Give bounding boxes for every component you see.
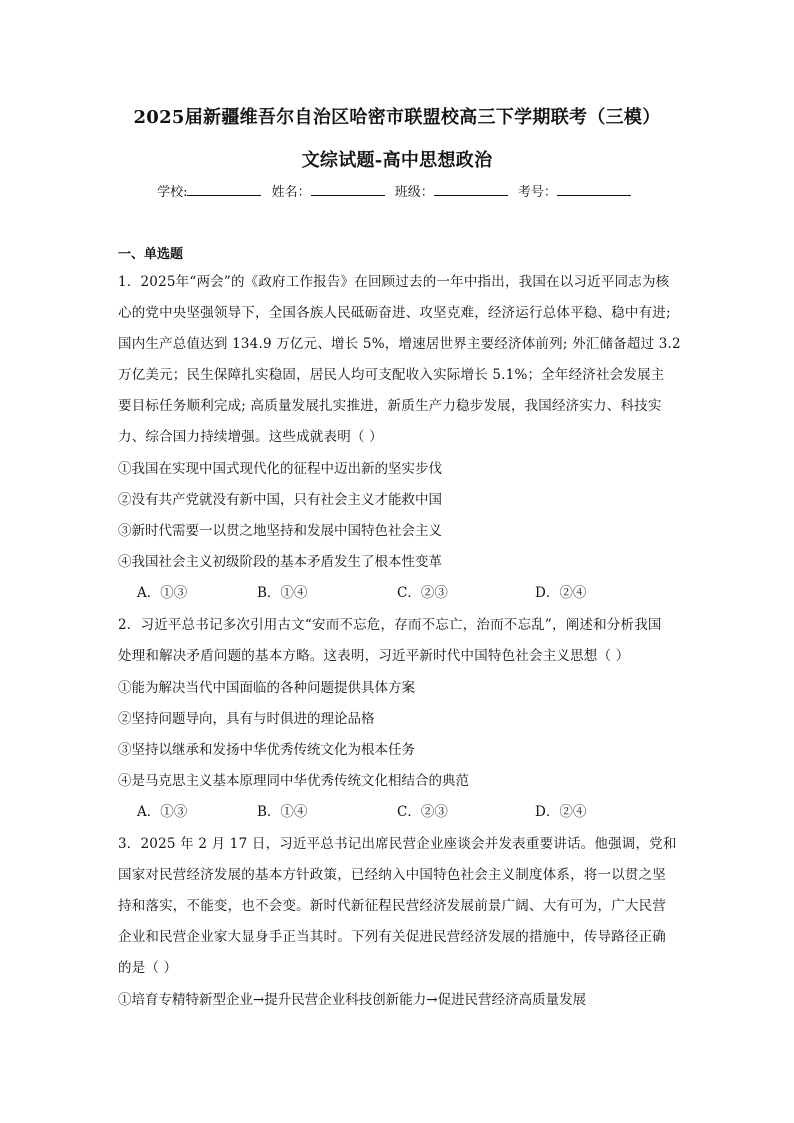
choice-c[interactable]: C．②③ (397, 804, 448, 820)
choice-b[interactable]: B．①④ (257, 804, 308, 820)
class-blank[interactable] (434, 183, 508, 196)
school-blank[interactable] (187, 183, 261, 196)
option-statement: ④是马克思主义基本原理同中华优秀传统文化相结合的典范 (118, 773, 469, 789)
choice-a[interactable]: A．①③ (137, 804, 188, 820)
question-text-line: 3．2025 年 2 月 17 日，习近平总书记出席民营企业座谈会并发表重要讲话。他强调，党和 (118, 836, 677, 852)
choice-b[interactable]: B．①④ (257, 585, 308, 601)
choice-a[interactable]: A．①③ (137, 585, 188, 601)
option-statement: ②坚持问题导向，具有与时俱进的理论品格 (118, 711, 375, 727)
question-text-line: 处理和解决矛盾问题的基本方略。这表明，习近平新时代中国特色社会主义思想（ ） (118, 648, 630, 664)
name-blank[interactable] (311, 183, 385, 196)
exam-subtitle: 文综试题-高中思想政治 (301, 150, 493, 171)
student-info-row (0, 181, 794, 200)
choice-c[interactable]: C．②③ (397, 585, 448, 601)
option-statement: ③坚持以继承和发扬中华优秀传统文化为根本任务 (118, 742, 415, 758)
question-text-line: 心的党中央坚强领导下，全国各族人民砥砺奋进、攻坚克难，经济运行总体平稳、稳中有进; (118, 305, 671, 321)
class-label: 班级： (394, 185, 434, 200)
question-text-line: 持和落实，不能变，也不会变。新时代新征程民营经济发展前景广阔、大有可为，广大民营 (118, 898, 666, 914)
question-text-line: 要目标任务顺利完成; 高质量发展扎实推进，新质生产力稳步发展，我国经济实力、科技实 (118, 398, 662, 414)
option-statement: ④我国社会主义初级阶段的基本矛盾发生了根本性变革 (118, 554, 442, 570)
exam-no-label: 考号： (517, 185, 557, 200)
choice-d[interactable]: D．②④ (535, 804, 587, 820)
option-statement: ①能为解决当代中国面临的各种问题提供具体方案 (118, 680, 415, 696)
section-heading: 一、单选题 (118, 247, 184, 262)
choice-d[interactable]: D．②④ (535, 585, 587, 601)
option-statement: ①我国在实现中国式现代化的征程中迈出新的坚实步伐 (118, 461, 442, 477)
option-statement: ②没有共产党就没有新中国，只有社会主义才能救中国 (118, 492, 442, 508)
question-text-line: 国内生产总值达到 134.9 万亿元、增长 5%，增速居世界主要经济体前列; 外汇储备超过 3.2 (118, 336, 681, 352)
option-statement: ①培育专精特新型企业→提升民营企业科技创新能力→促进民营经济高质量发展 (118, 992, 587, 1008)
question-text-line: 2．习近平总书记多次引用古文“安而不忘危，存而不忘亡，治而不忘乱”，阐述和分析我国 (118, 617, 662, 633)
option-statement: ③新时代需要一以贯之地坚持和发展中国特色社会主义 (118, 523, 442, 539)
question-text-line: 力、综合国力持续增强。这些成就表明（ ） (118, 429, 383, 445)
exam-no-blank[interactable] (557, 183, 631, 196)
question-text-line: 国家对民营经济发展的基本方针政策，已经纳入中国特色社会主义制度体系，将一以贯之坚 (118, 867, 666, 883)
name-label: 姓名： (271, 185, 311, 200)
question-text-line: 万亿美元；民生保障扎实稳固，居民人均可支配收入实际增长 5.1%；全年经济社会发展主 (118, 367, 665, 383)
question-text-line: 企业和民营企业家大显身手正当其时。下列有关促进民营经济发展的措施中，传导路径正确 (118, 929, 666, 945)
school-label: 学校: (157, 185, 188, 200)
question-text-line: 的是（ ） (118, 960, 178, 976)
exam-title: 2025届新疆维吾尔自治区哈密市联盟校高三下学期联考（三模） (133, 107, 661, 128)
question-text-line: 1．2025年“两会”的《政府工作报告》在回顾过去的一年中指出，我国在以习近平同志为核 (118, 274, 670, 290)
